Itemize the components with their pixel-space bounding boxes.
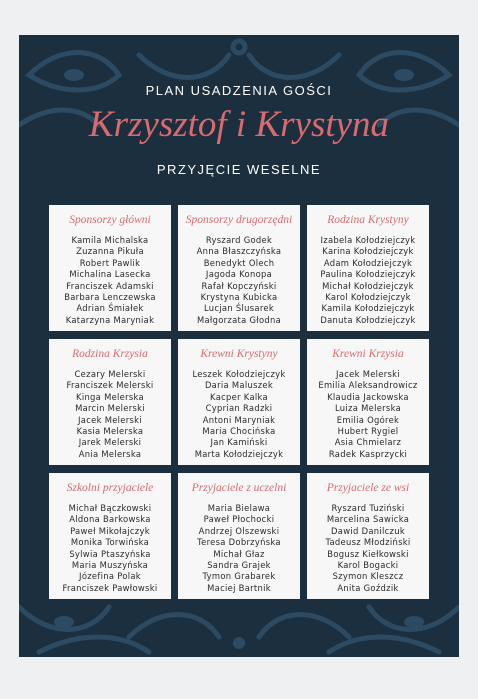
guest-name: Klaudia Jackowska: [327, 391, 409, 402]
guest-name: Hubert Rygiel: [337, 426, 399, 437]
table-title: Sponsorzy drugorzędni: [185, 214, 293, 226]
guest-name: Paulina Kołodziejczyk: [320, 269, 416, 280]
guest-name: Luiza Melerska: [334, 403, 402, 414]
guest-name: Aldona Barkowska: [69, 514, 151, 525]
guest-name: Karina Kołodziejczyk: [322, 246, 414, 257]
guest-name: Franciszek Melerski: [66, 380, 154, 391]
guest-name: Adam Kołodziejczyk: [323, 257, 413, 268]
guest-name: Michał Bączkowski: [68, 503, 152, 513]
guest-name: Zuzanna Pikuła: [76, 246, 144, 257]
guest-name: Maria Bielawa: [207, 503, 271, 513]
guest-name: Teresa Dobrzyńska: [197, 537, 281, 548]
guest-name: Lucjan Ślusarek: [203, 303, 275, 314]
guest-name: Dawid Danilczuk: [331, 525, 405, 536]
table-title: Sponsorzy główni: [69, 214, 151, 226]
guest-name: Danuta Kołodziejczyk: [320, 314, 416, 325]
guest-name: Daria Maluszek: [204, 380, 274, 391]
guest-name: Robert Pawlik: [79, 257, 141, 268]
guest-name: Izabela Kołodziejczyk: [320, 235, 416, 245]
guest-name: Karol Kołodziejczyk: [325, 292, 411, 303]
guest-name: Emilia Aleksandrowicz: [318, 380, 418, 391]
guest-name: Tymon Grabarek: [202, 571, 276, 582]
guest-name: Kacper Kalka: [210, 391, 268, 402]
guest-name: Rafał Kopczyński: [201, 280, 277, 291]
table-card: [178, 205, 300, 331]
guest-name: Benedykt Olech: [203, 257, 275, 268]
table-title: Rodzina Krystyny: [327, 214, 409, 226]
guest-name: Kinga Melerska: [76, 391, 144, 402]
guest-name: Józefina Polak: [79, 571, 141, 582]
event-subtitle: PRZYJĘCIE WESELNE: [156, 162, 322, 177]
guest-name: Maciej Bartnik: [207, 582, 271, 593]
guest-name: Marcin Melerski: [75, 403, 145, 414]
table-card: [307, 205, 429, 331]
guest-name: Leszek Kołodziejczyk: [192, 369, 286, 379]
guest-name: Małgorzata Głodna: [196, 314, 282, 325]
guest-name: Jacek Melerski: [336, 369, 400, 379]
guest-name: Marta Kołodziejczyk: [194, 448, 284, 459]
guest-name: Sylwia Ptaszyńska: [69, 548, 151, 559]
table-title: Krewni Krystyny: [200, 348, 278, 360]
seating-chart-poster: [19, 35, 459, 657]
guest-name: Kasia Melerska: [76, 426, 144, 437]
table-card: [49, 205, 171, 331]
guest-name: Andrzej Olszewski: [198, 525, 280, 536]
guest-name: Karol Bogacki: [337, 560, 399, 571]
guest-name: Kamila Kołodziejczyk: [321, 303, 415, 314]
guest-name: Ania Melerska: [78, 448, 142, 459]
table-card: [178, 473, 300, 599]
guest-name: Cezary Melerski: [74, 369, 146, 379]
guest-name: Ryszard Tuziński: [331, 503, 405, 513]
guest-name: Bogusz Kiełkowski: [327, 548, 409, 559]
guest-name: Anita Goździk: [337, 582, 399, 593]
guest-name: Maria Chocińska: [202, 426, 276, 437]
guest-name: Cyprian Radzki: [205, 403, 273, 414]
guest-name: Adrian Śmiałek: [76, 303, 144, 314]
guest-name: Krystyna Kubicka: [200, 292, 278, 303]
guest-name: Tadeusz Młodziński: [325, 537, 411, 548]
table-card: [49, 339, 171, 465]
guest-name: Marcelina Sawicka: [326, 514, 410, 525]
guest-name: Katarzyna Maryniak: [65, 314, 155, 325]
guest-name: Franciszek Adamski: [66, 280, 154, 291]
guest-name: Michalina Lasecka: [69, 269, 151, 280]
guest-name: Michał Głaz: [213, 548, 265, 559]
guest-name: Anna Błaszczyńska: [196, 246, 282, 257]
guest-name: Szymon Kleszcz: [332, 571, 404, 582]
table-title: Szkolni przyjaciele: [66, 482, 154, 494]
table-title: Przyjaciele z uczelni: [191, 482, 287, 494]
guest-name: Jarek Melerski: [78, 437, 142, 448]
guest-name: Franciszek Pawłowski: [62, 582, 158, 593]
couple-names: Krzysztof i Krystyna: [88, 104, 390, 145]
table-card: [178, 339, 300, 465]
guest-name: Monika Torwińska: [70, 537, 150, 548]
guest-name: Antoni Maryniak: [202, 414, 276, 425]
guest-name: Ryszard Godek: [205, 235, 273, 245]
table-card: [307, 339, 429, 465]
guest-name: Maria Muszyńska: [71, 560, 149, 571]
guest-name: Asia Chmielarz: [334, 437, 402, 448]
table-title: Rodzina Krzysia: [72, 348, 148, 360]
table-title: Krewni Krzysia: [332, 348, 404, 360]
guest-name: Jan Kamiński: [210, 437, 268, 448]
guest-name: Sandra Grajek: [207, 560, 271, 571]
table-card: [49, 473, 171, 599]
tables-grid: [49, 205, 429, 599]
table-card: [307, 473, 429, 599]
guest-name: Kamila Michalska: [71, 235, 149, 245]
guest-name: Paweł Mikołajczyk: [70, 525, 150, 536]
guest-name: Emilia Ogórek: [336, 414, 400, 425]
plan-heading: PLAN USADZENIA GOŚCI: [145, 83, 333, 98]
guest-name: Jagoda Konopa: [205, 269, 273, 280]
guest-name: Michał Kołodziejczyk: [322, 280, 414, 291]
table-title: Przyjaciele ze wsi: [326, 482, 410, 494]
guest-name: Barbara Lenczewska: [64, 292, 156, 303]
guest-name: Radek Kasprzycki: [328, 448, 408, 459]
guest-name: Paweł Płochocki: [203, 514, 275, 525]
guest-name: Jacek Melerski: [78, 414, 142, 425]
